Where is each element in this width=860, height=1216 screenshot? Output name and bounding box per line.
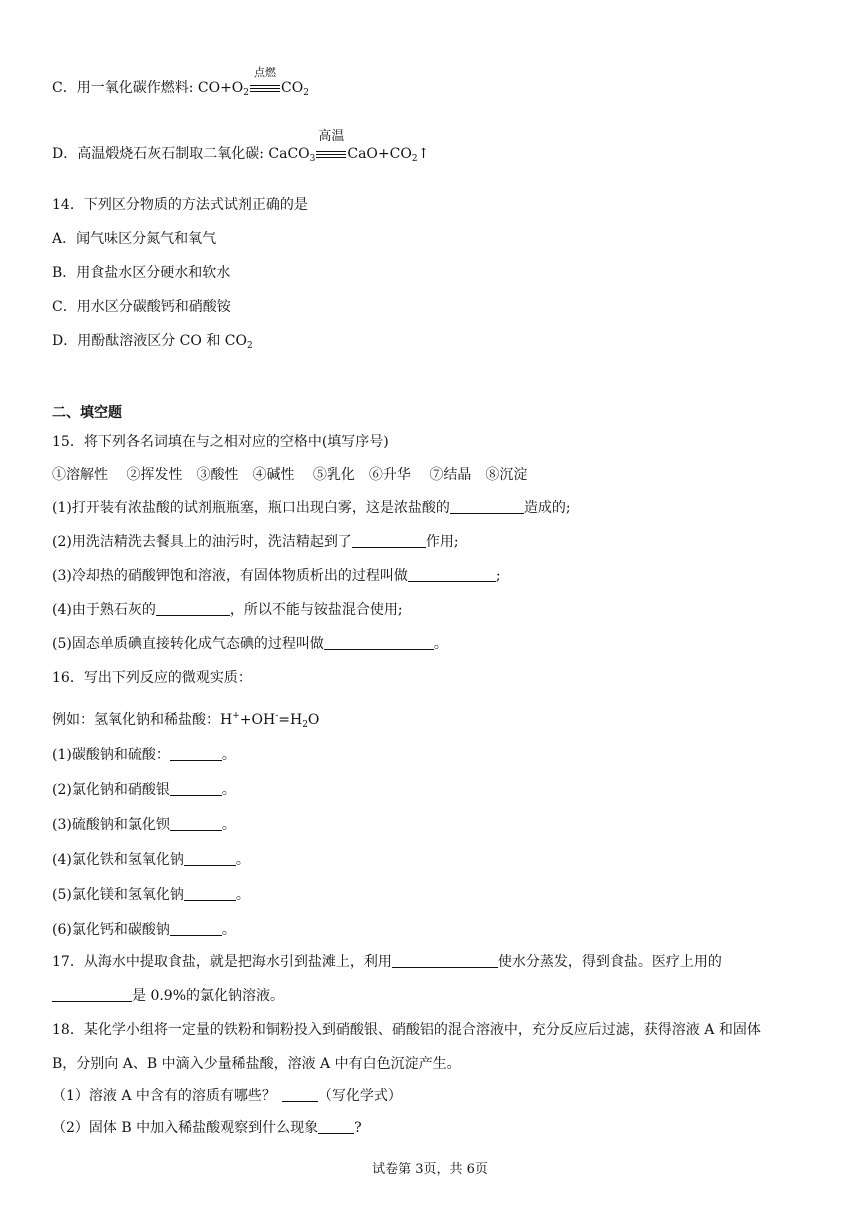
q16-h2-sub: 2 <box>302 720 308 730</box>
q15-item-1 <box>52 498 571 518</box>
q15-item-1-tail: 造成的; <box>523 500 571 516</box>
q17-line-1 <box>52 952 722 972</box>
q13-c-condition-text: 点燃 <box>254 66 277 79</box>
gas-arrow-icon: ↑ <box>417 146 430 162</box>
answer-blank[interactable] <box>170 816 222 831</box>
q13-d-text: D．高温煅烧石灰石制取二氧化碳: CaCO <box>52 146 310 162</box>
q16-item-3-text: (3)硫酸钠和氯化钡 <box>52 817 170 833</box>
page-footer: 试卷第 3页，共 6页 <box>372 1162 488 1177</box>
q15-item-4-text: (4)由于熟石灰的 <box>52 602 156 618</box>
q16-item-3-tail: 。 <box>221 817 236 833</box>
q16-item-3 <box>52 815 236 835</box>
q17-text: 17．从海水中提取食盐，就是把海水引到盐滩上，利用 <box>52 954 392 970</box>
q13-c-condition <box>250 66 280 95</box>
q13-d-condition <box>316 129 346 161</box>
q13-d-c-sub: 3 <box>309 154 316 164</box>
q18-sub-1-tail: （写化学式） <box>317 1088 402 1104</box>
answer-blank[interactable] <box>184 886 236 901</box>
answer-blank[interactable] <box>324 635 434 650</box>
q13-c-o-sub: 2 <box>243 88 250 98</box>
q15-stem: 15．将下列各名词填在与之相对应的空格中(填写序号) <box>52 434 389 450</box>
q15-item-4 <box>52 600 403 620</box>
q16-item-1-text: (1)碳酸钠和硫酸： <box>52 747 170 763</box>
q13-c-product: CO <box>281 80 304 96</box>
q15-terms: ①溶解性 ②挥发性 ③酸性 ④碱性 ⑤乳化 ⑥升华 ⑦结晶 ⑧沉淀 <box>52 467 528 483</box>
q15-item-2 <box>52 532 459 552</box>
q15-item-3-text: (3)冷却热的硝酸钾饱和溶液，有固体物质析出的过程叫做 <box>52 568 408 584</box>
q16-oh: +OH <box>239 712 276 728</box>
q16-item-5-tail: 。 <box>235 887 250 903</box>
q18-sub-1 <box>52 1086 402 1106</box>
q16-item-5-text: (5)氯化镁和氢氧化钠 <box>52 887 184 903</box>
q16-h-charge: + <box>232 711 240 721</box>
q18-sub-1-text: （1）溶液 A 中含有的溶质有哪些？ <box>52 1088 276 1104</box>
q14-d-text: D．用酚酞溶液区分 CO 和 CO <box>52 333 247 349</box>
q13-d-product: CaO+CO <box>347 146 412 162</box>
q16-item-2 <box>52 780 236 800</box>
q15-item-3-tail: ; <box>495 568 501 584</box>
q16-item-1 <box>52 745 236 765</box>
q16-item-4 <box>52 850 250 870</box>
q15-item-5-tail: 。 <box>433 636 448 652</box>
q18-line-2: B，分别向 A、B 中滴入少量稀盐酸，溶液 A 中有白色沉淀产生。 <box>52 1056 461 1072</box>
q13-d-product-sub: 2 <box>411 154 418 164</box>
q15-item-2-tail: 作用; <box>425 534 459 550</box>
q13-option-d <box>52 129 430 169</box>
answer-blank[interactable] <box>156 601 230 616</box>
q15-item-2-text: (2)用洗洁精洗去餐具上的油污时，洗洁精起到了 <box>52 534 352 550</box>
q14-d-sub: 2 <box>246 341 253 351</box>
section-title: 二、填空题 <box>52 405 122 421</box>
answer-blank[interactable] <box>408 567 496 582</box>
q16-oh-charge: - <box>275 711 279 721</box>
q13-c-text: C．用一氧化碳作燃料: CO+O <box>52 80 244 96</box>
q15-item-3 <box>52 566 501 586</box>
q13-option-c <box>52 66 309 103</box>
answer-blank[interactable] <box>170 781 222 796</box>
answer-blank[interactable] <box>184 851 236 866</box>
q16-item-6-tail: 。 <box>221 922 236 938</box>
q14-option-c: C．用水区分碳酸钙和硝酸铵 <box>52 299 231 315</box>
q14-stem: 14．下列区分物质的方法式试剂正确的是 <box>52 197 308 213</box>
q17-line-2-text: 是 0.9%的氯化钠溶液。 <box>132 988 285 1004</box>
q17-text-tail: 使水分蒸发，得到食盐。医疗上用的 <box>497 954 722 970</box>
q14-option-a: A．闻气味区分氮气和氧气 <box>52 231 217 247</box>
answer-blank[interactable] <box>52 987 132 1002</box>
answer-blank[interactable] <box>392 953 498 968</box>
answer-blank[interactable] <box>170 746 222 761</box>
q16-eq: =H <box>278 712 303 728</box>
q16-o: O <box>307 712 320 728</box>
q16-item-2-text: (2)氯化钠和硝酸银 <box>52 782 170 798</box>
q18-sub-2 <box>52 1118 362 1138</box>
q16-item-4-tail: 。 <box>235 852 250 868</box>
q16-item-6-text: (6)氯化钙和碳酸钠 <box>52 922 170 938</box>
q16-item-1-tail: 。 <box>221 747 236 763</box>
q18-line-1: 18．某化学小组将一定量的铁粉和铜粉投入到硝酸银、硝酸铝的混合溶液中，充分反应后过滤，获得溶液 A 和固体 <box>52 1022 761 1038</box>
q13-c-product-sub: 2 <box>303 88 309 98</box>
answer-blank[interactable] <box>450 499 524 514</box>
q18-sub-2-text: （2）固体 B 中加入稀盐酸观察到什么现象 <box>52 1120 319 1136</box>
q16-example-text: 例如：氢氧化钠和稀盐酸：H <box>52 712 233 728</box>
answer-blank[interactable] <box>318 1119 354 1134</box>
q14-option-d <box>52 331 253 356</box>
answer-blank[interactable] <box>170 921 222 936</box>
q15-item-1-text: (1)打开装有浓盐酸的试剂瓶瓶塞，瓶口出现白雾，这是浓盐酸的 <box>52 500 450 516</box>
q15-item-4-tail: ，所以不能与铵盐混合使用; <box>229 602 403 618</box>
q14-option-b: B．用食盐水区分硬水和软水 <box>52 265 231 281</box>
q16-item-4-text: (4)氯化铁和氢氧化钠 <box>52 852 184 868</box>
q18-sub-2-tail: ? <box>354 1120 362 1136</box>
q15-item-5-text: (5)固态单质碘直接转化成气态碘的过程叫做 <box>52 636 324 652</box>
answer-blank[interactable] <box>352 533 426 548</box>
q15-item-5 <box>52 634 448 654</box>
q16-item-6 <box>52 920 236 940</box>
q16-example <box>52 706 319 735</box>
q17-line-2 <box>52 986 284 1006</box>
q13-d-condition-text: 高温 <box>318 129 345 144</box>
q16-stem: 16．写出下列反应的微观实质： <box>52 670 252 686</box>
q16-item-2-tail: 。 <box>221 782 236 798</box>
answer-blank[interactable] <box>282 1087 318 1102</box>
q16-item-5 <box>52 885 250 905</box>
